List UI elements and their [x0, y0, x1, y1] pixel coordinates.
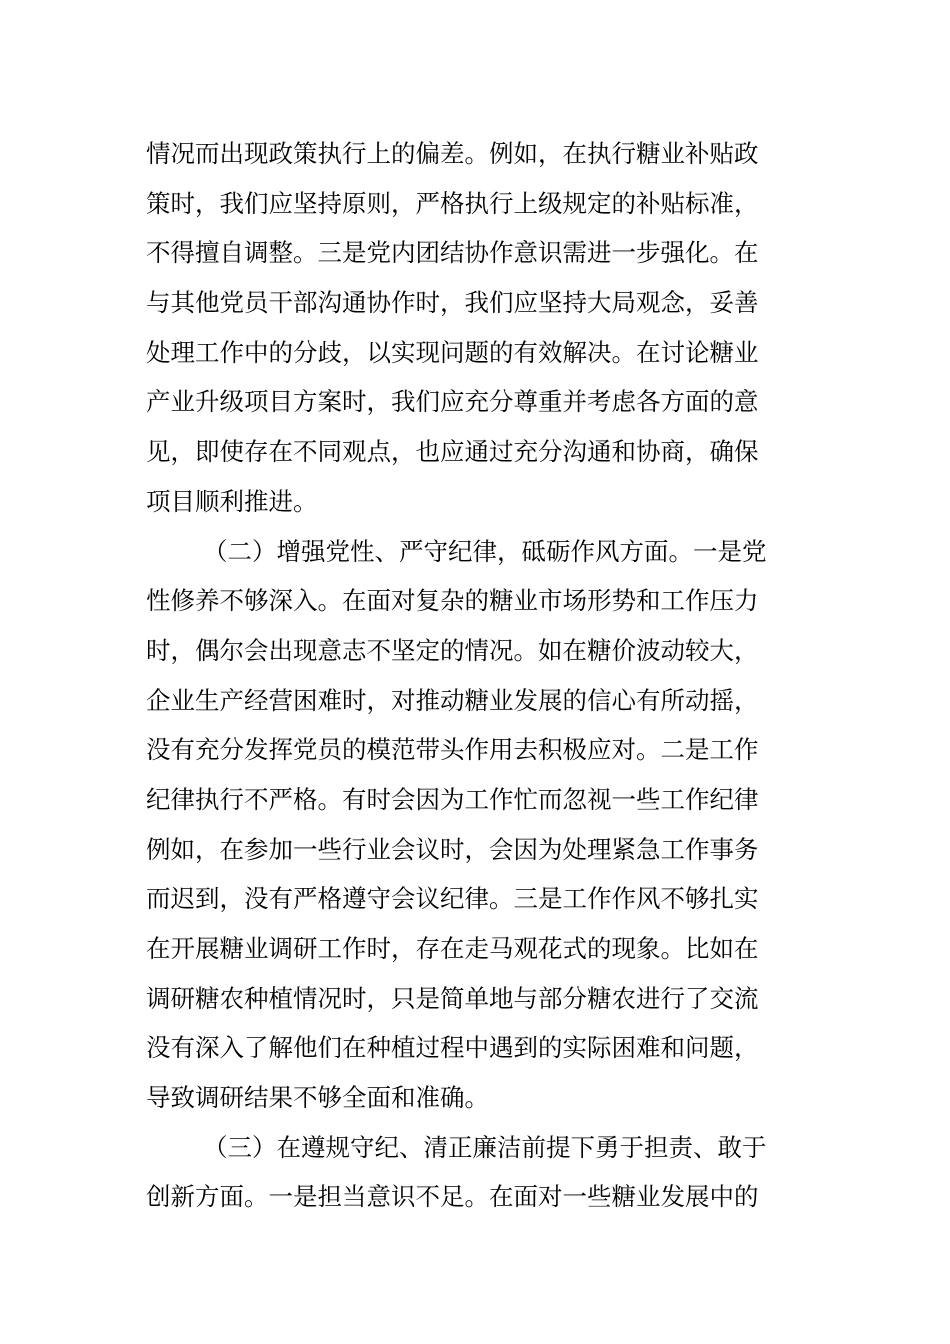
text-line: 在开展糖业调研工作时，存在走马观花式的现象。比如在 [146, 934, 759, 963]
text-line: 没有深入了解他们在种植过程中遇到的实际困难和问题， [146, 1033, 759, 1063]
text-line: 产业升级项目方案时，我们应充分尊重并考虑各方面的意 [146, 387, 759, 417]
text-line: 与其他党员干部沟通协作时，我们应坚持大局观念，妥善 [146, 288, 759, 318]
text-line: 而迟到，没有严格遵守会议纪律。三是工作作风不够扎实 [146, 884, 759, 914]
text-line: 创新方面。一是担当意识不足。在面对一些糖业发展中的 [146, 1182, 759, 1212]
section-heading-line: （二）增强党性、严守纪律，砥砺作风方面。一是党 [203, 536, 767, 566]
body-text [146, 129, 816, 1222]
text-line: 企业生产经营困难时，对推动糖业发展的信心有所动摇， [146, 685, 759, 715]
text-line: 情况而出现政策执行上的偏差。例如，在执行糖业补贴政 [146, 139, 759, 168]
text-line: 项目顺利推进。 [146, 486, 318, 516]
text-line: 导致调研结果不够全面和准确。 [146, 1083, 489, 1113]
text-line: 例如，在参加一些行业会议时，会因为处理紧急工作事务 [146, 834, 759, 864]
text-line: 见，即使存在不同观点，也应通过充分沟通和协商，确保 [146, 437, 759, 467]
text-line: 处理工作中的分歧，以实现问题的有效解决。在讨论糖业 [146, 337, 759, 367]
text-line: 性修养不够深入。在面对复杂的糖业市场形势和工作压力 [146, 586, 759, 616]
text-line: 不得擅自调整。三是党内团结协作意识需进一步强化。在 [146, 238, 759, 268]
text-line: 时，偶尔会出现意志不坚定的情况。如在糖价波动较大， [146, 635, 759, 665]
section-heading-line: （三）在遵规守纪、清正廉洁前提下勇于担责、敢于 [203, 1132, 767, 1162]
text-line: 纪律执行不严格。有时会因为工作忙而忽视一些工作纪律 [146, 784, 759, 814]
text-line: 调研糖农种植情况时，只是简单地与部分糖农进行了交流 [146, 983, 759, 1013]
text-line: 没有充分发挥党员的模范带头作用去积极应对。二是工作 [146, 735, 759, 765]
text-line: 策时，我们应坚持原则，严格执行上级规定的补贴标准， [146, 188, 759, 218]
